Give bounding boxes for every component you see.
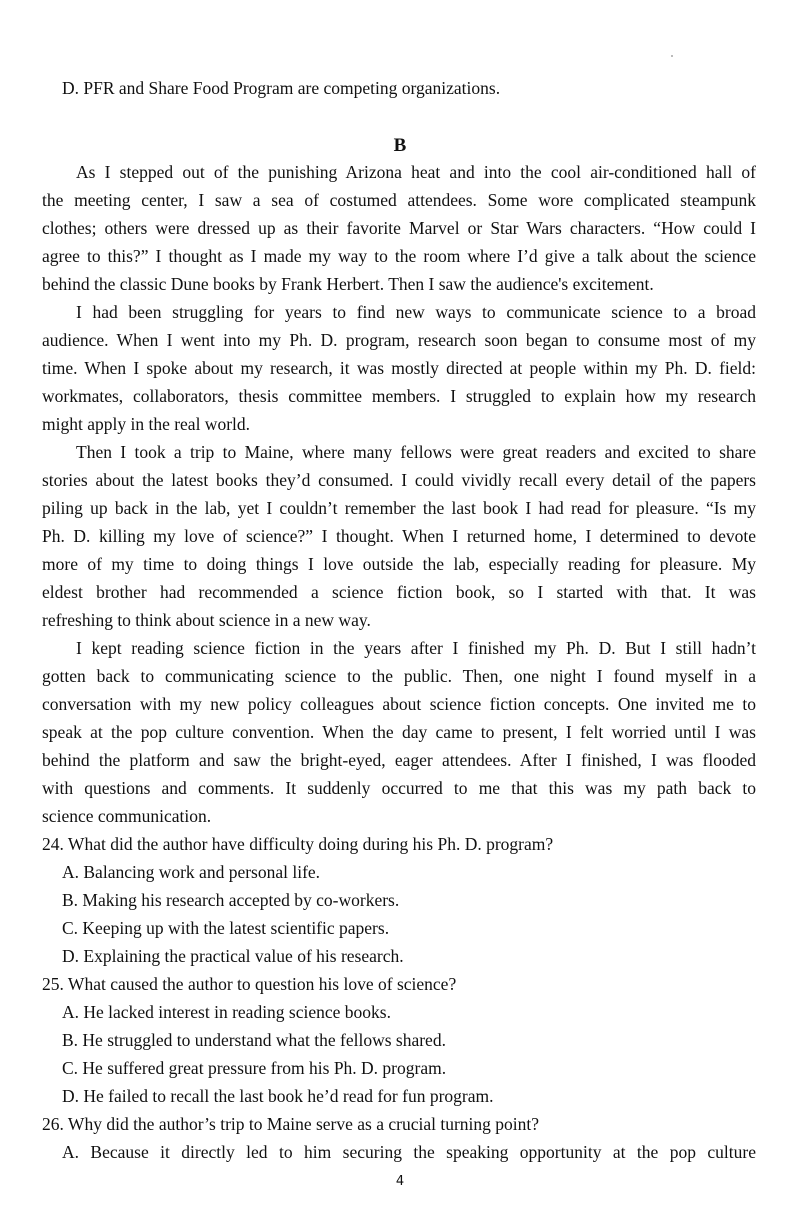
option-a: A. He lacked interest in reading science books. [62, 1002, 391, 1022]
passage-line: time. When I spoke about my research, it was mostly directed at people within my Ph. D. field: [42, 358, 756, 378]
question-stem: 24. What did the author have difficulty doing during his Ph. D. program? [42, 834, 554, 854]
passage-line: speak at the pop culture convention. When the day came to present, I felt worried until I was [42, 722, 756, 742]
passage-line: clothes; others were dressed up as their favorite Marvel or Star Wars characters. “How could I [42, 218, 756, 238]
option-c: C. Keeping up with the latest scientific papers. [62, 918, 390, 938]
passage-line: audience. When I went into my Ph. D. program, research soon began to consume most of my [42, 330, 756, 350]
passage-line: more of my time to doing things I love outside the lab, especially reading for pleasure. My [42, 554, 756, 574]
passage-line: piling up back in the lab, yet I couldn’t remember the last book I had read for pleasure. “Is my [42, 498, 756, 518]
question-stem: 25. What caused the author to question his love of science? [42, 974, 457, 994]
passage-line: Then I took a trip to Maine, where many fellows were great readers and excited to share [76, 442, 756, 462]
passage-line: I had been struggling for years to find new ways to communicate science to a broad [76, 302, 756, 322]
option-b: B. He struggled to understand what the fellows shared. [62, 1030, 446, 1050]
option-b: B. Making his research accepted by co-workers. [62, 890, 400, 910]
prev-question-option-d: D. PFR and Share Food Program are competing organizations. [62, 78, 501, 98]
passage-line: I kept reading science fiction in the years after I finished my Ph. D. But I still hadn’t [76, 638, 756, 658]
option-d: D. He failed to recall the last book he’d read for fun program. [62, 1086, 494, 1106]
passage-line: might apply in the real world. [42, 414, 251, 434]
option-d: D. Explaining the practical value of his research. [62, 946, 404, 966]
question-stem: 26. Why did the author’s trip to Maine serve as a crucial turning point? [42, 1114, 540, 1134]
scan-speck [671, 55, 673, 57]
section-title: B [393, 135, 407, 156]
passage-line: conversation with my new policy colleagues about science fiction concepts. One invited me to [42, 694, 756, 714]
option-a: A. Balancing work and personal life. [62, 862, 321, 882]
passage-line: stories about the latest books they’d consumed. I could vividly recall every detail of the papers [42, 470, 756, 490]
passage-line: gotten back to communicating science to the public. Then, one night I found myself in a [42, 666, 756, 686]
passage-line: Ph. D. killing my love of science?” I thought. When I returned home, I determined to devote [42, 526, 756, 546]
passage-line: the meeting center, I saw a sea of costumed attendees. Some wore complicated steampunk [42, 190, 756, 210]
option-c: C. He suffered great pressure from his Ph. D. program. [62, 1058, 447, 1078]
page-number: 4 [395, 1174, 405, 1189]
passage-line: refreshing to think about science in a new way. [42, 610, 371, 630]
passage-line: eldest brother had recommended a science fiction book, so I started with that. It was [42, 582, 756, 602]
passage-line: behind the classic Dune books by Frank Herbert. Then I saw the audience's excitement. [42, 274, 654, 294]
passage-line: agree to this?” I thought as I made my way to the room where I’d give a talk about the science [42, 246, 756, 266]
passage-line: As I stepped out of the punishing Arizona heat and into the cool air-conditioned hall of [76, 162, 756, 182]
passage-line: behind the platform and saw the bright-eyed, eager attendees. After I finished, I was flooded [42, 750, 756, 770]
passage-line: with questions and comments. It suddenly occurred to me that this was my path back to [42, 778, 756, 798]
passage-line: science communication. [42, 806, 212, 826]
passage-line: workmates, collaborators, thesis committee members. I struggled to explain how my research [42, 386, 756, 406]
option-a: A. Because it directly led to him securing the speaking opportunity at the pop culture [62, 1142, 756, 1162]
